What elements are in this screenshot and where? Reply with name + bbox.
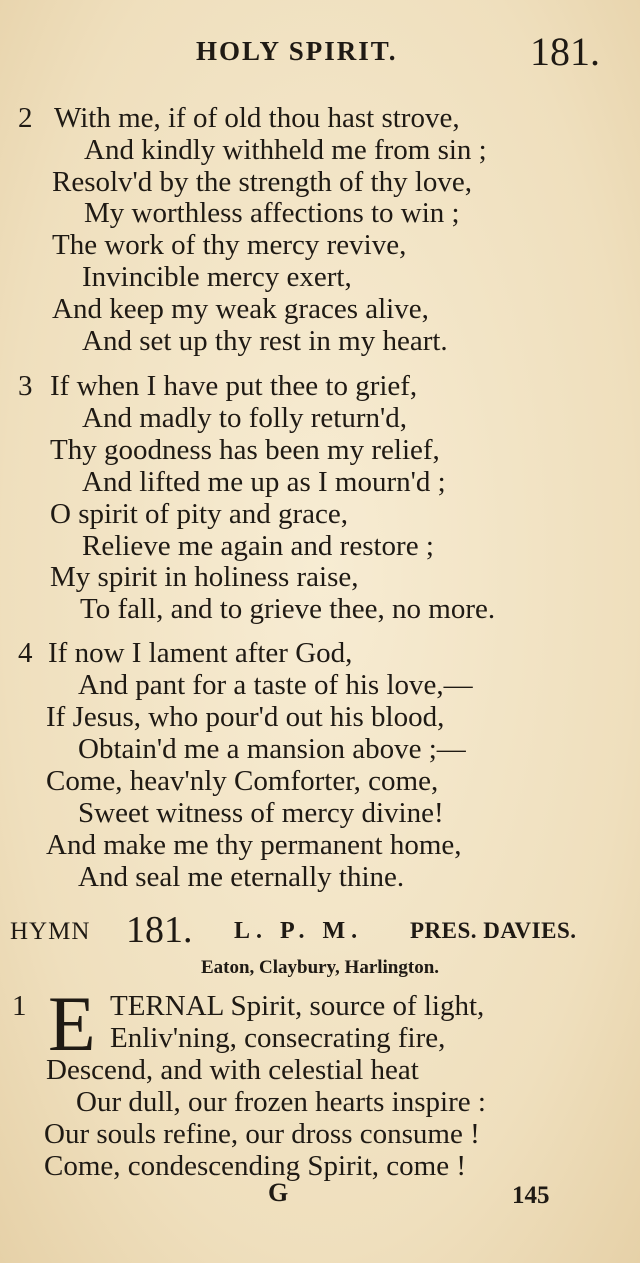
stanza-line: If when I have put thee to grief, [50,370,418,402]
stanza-line: Thy goodness has been my relief, [50,434,440,466]
stanza-line: Enliv'ning, consecrating fire, [110,1022,446,1054]
stanza-number: 2 [18,102,33,134]
hymn-page-number: 181. [530,29,600,74]
stanza-line: Relieve me again and restore ; [82,530,434,562]
stanza-line: With me, if of old thou hast strove, [54,102,460,134]
stanza-line: Come, condescending Spirit, come ! [44,1150,467,1182]
stanza-number: 4 [18,637,33,669]
stanza-line: And pant for a taste of his love,— [78,669,473,701]
tune-names: Eaton, Claybury, Harlington. [200,957,440,978]
stanza-line: My worthless affections to win ; [84,197,460,229]
stanza-line: And make me thy permanent home, [46,829,462,861]
stanza-line: To fall, and to grieve thee, no more. [80,593,496,625]
hymn-author: PRES. DAVIES. [410,918,577,943]
stanza-line: And kindly withheld me from sin ; [84,134,487,166]
stanza-line: And keep my weak graces alive, [52,293,429,325]
stanza-line: And set up thy rest in my heart. [82,325,448,357]
stanza-line: O spirit of pity and grace, [50,498,348,530]
hymn-heading [10,910,630,950]
hymn-label: HYMN [10,918,91,945]
hymn-meter: L. P. M. [234,918,364,944]
running-title: HOLY SPIRIT. [196,36,398,66]
stanza-line: If now I lament after God, [48,637,353,669]
stanza-line: Invincible mercy exert, [82,261,352,293]
stanza-line: And madly to folly return'd, [82,402,407,434]
stanza-line: The work of thy mercy revive, [52,229,407,261]
stanza-line: Our souls refine, our dross consume ! [44,1118,480,1150]
stanza-line: And seal me eternally thine. [78,861,405,893]
signature-mark: G [268,1178,289,1207]
stanza-line: My spirit in holiness raise, [50,561,359,593]
stanza-line: TERNAL Spirit, source of light, [110,990,485,1022]
stanza-line: Sweet witness of mercy divine! [78,797,444,829]
stanza-line: Resolv'd by the strength of thy love, [52,166,473,198]
drop-cap: E [48,980,96,1067]
stanza-line: Descend, and with celestial heat [46,1054,419,1086]
stanza-line: And lifted me up as I mourn'd ; [82,466,446,498]
stanza-line: If Jesus, who pour'd out his blood, [46,701,445,733]
page-number: 145 [512,1182,550,1209]
stanza-number: 1 [12,990,27,1022]
stanza-line: Obtain'd me a mansion above ;— [78,733,466,765]
stanza-line: Our dull, our frozen hearts inspire : [76,1086,486,1118]
stanza-number: 3 [18,370,33,402]
stanza-line: Come, heav'nly Comforter, come, [46,765,439,797]
hymn-number: 181. [126,909,193,951]
page-header [0,28,640,78]
